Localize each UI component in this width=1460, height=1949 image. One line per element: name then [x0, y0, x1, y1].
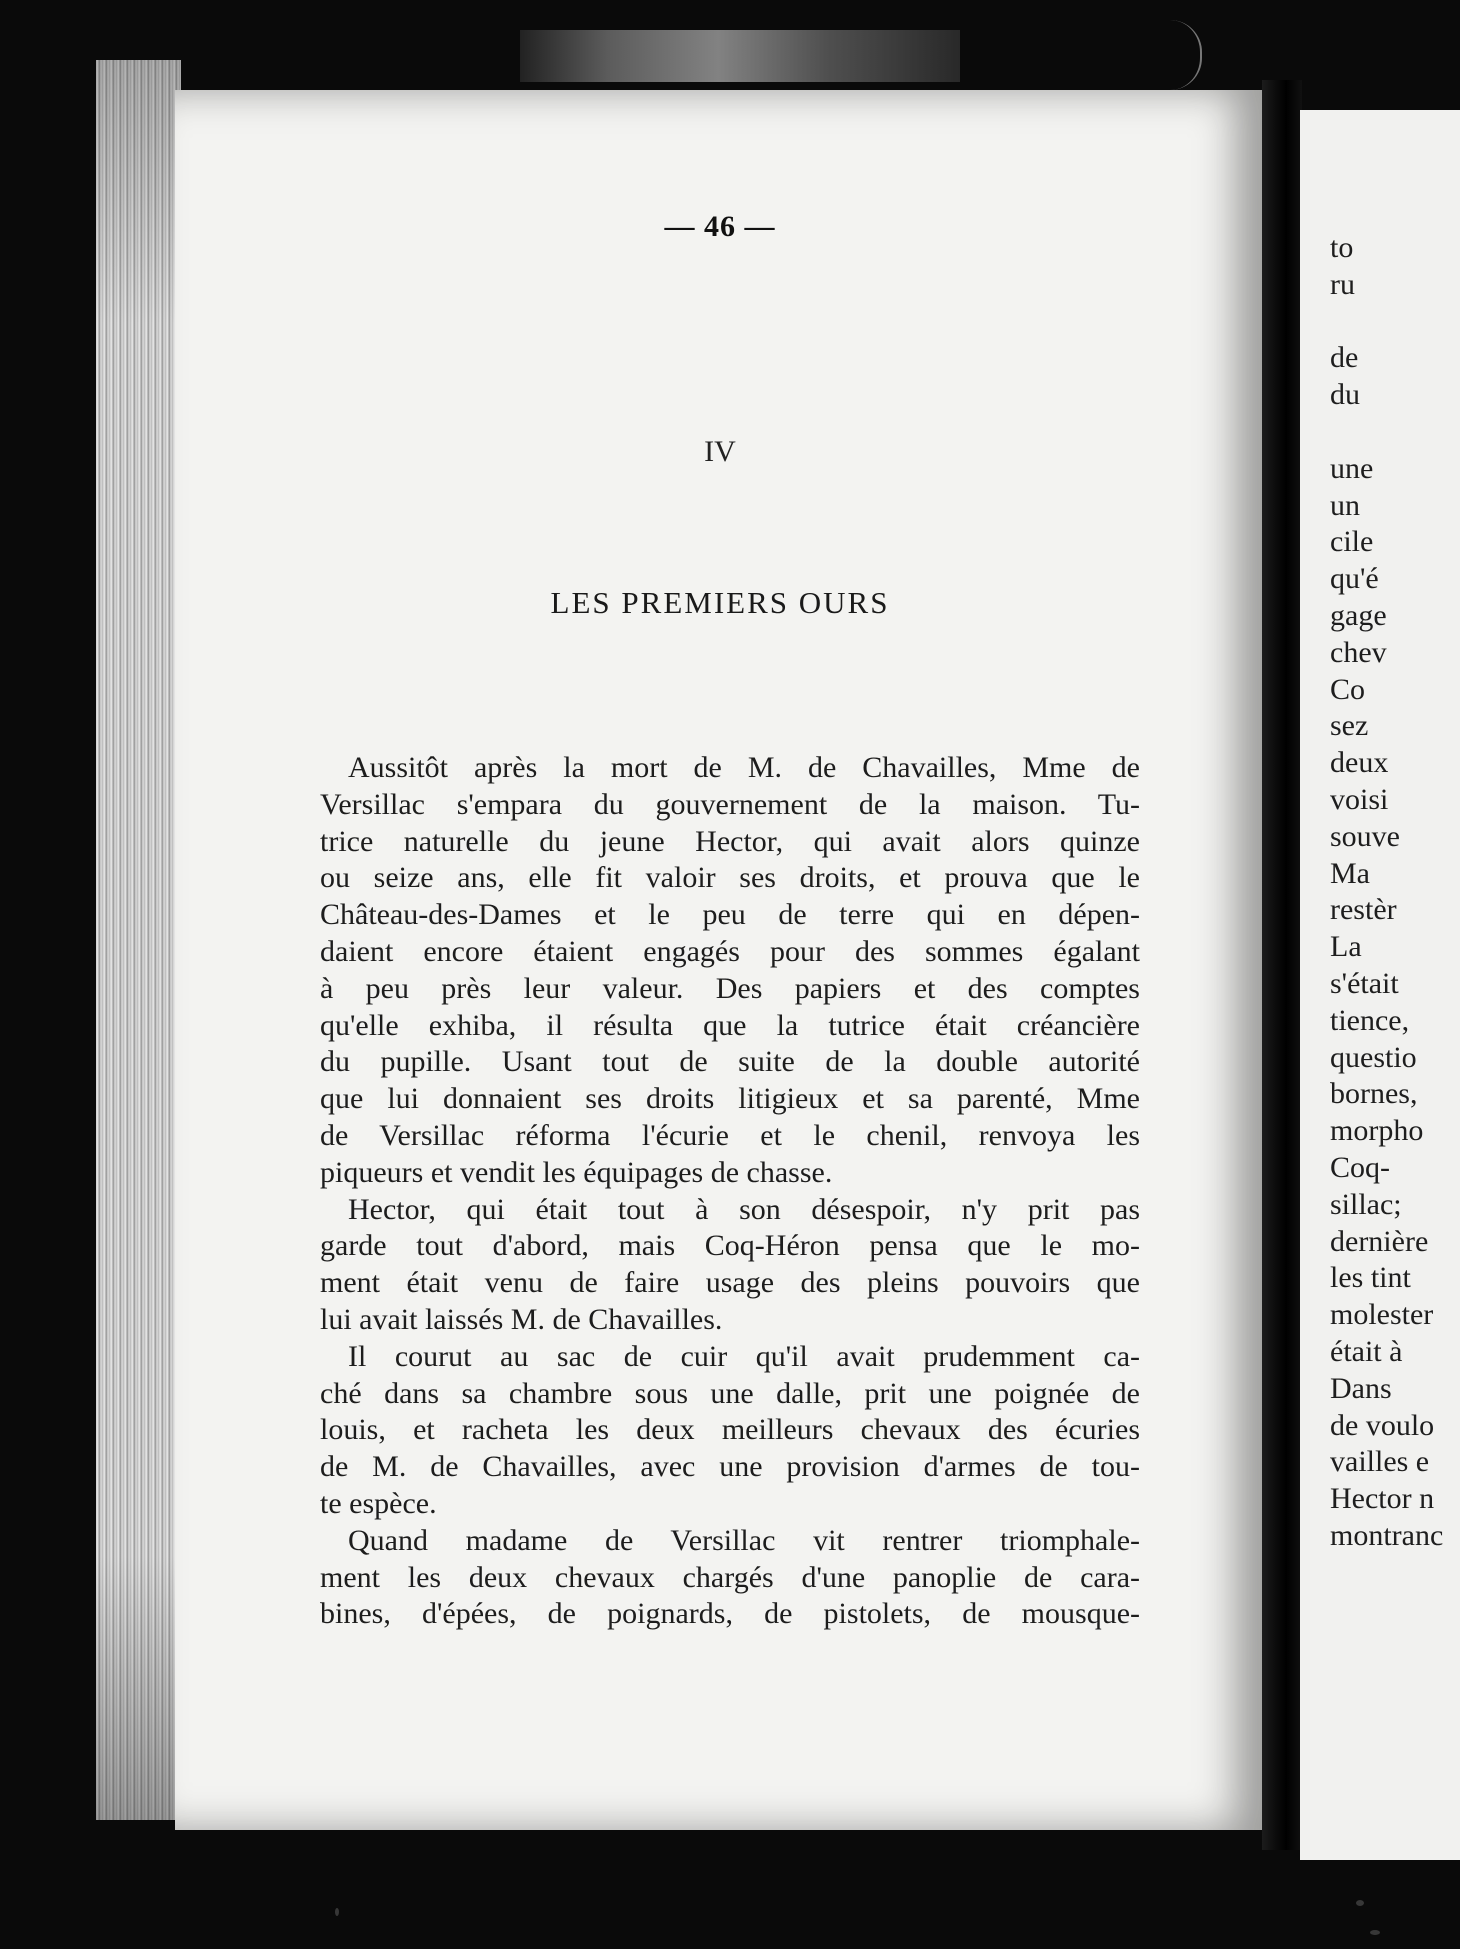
right-page-line: sez: [1330, 709, 1369, 743]
right-page-line: qu'é: [1330, 562, 1379, 596]
right-page-line: souve: [1330, 819, 1400, 853]
right-page-line: Co: [1330, 672, 1366, 706]
right-page-line: voisi: [1330, 782, 1389, 816]
text-line: Versillac s'empara du gouvernement de la maison. Tu-: [320, 787, 1140, 821]
text-line: garde tout d'abord, mais Coq-Héron pensa que le mo-: [320, 1229, 1140, 1263]
speck: [335, 1908, 339, 1916]
right-page-line: cile: [1330, 525, 1374, 559]
book-page-edges: [96, 60, 181, 1820]
chapter-number: IV: [704, 435, 736, 468]
book-gutter: [1262, 80, 1302, 1850]
right-page-line: deux: [1330, 746, 1389, 780]
text-line: qu'elle exhiba, il résulta que la tutrice était créancière: [320, 1008, 1140, 1042]
text-line: Château-des-Dames et le peu de terre qui en dépen-: [320, 898, 1140, 932]
right-page-line: gage: [1330, 598, 1387, 632]
text-line: louis, et racheta les deux meilleurs chevaux des écuries: [320, 1413, 1140, 1447]
right-page-line: La: [1330, 930, 1362, 964]
speck: [1356, 1900, 1364, 1906]
right-page-line: du: [1330, 378, 1360, 412]
right-page-line: ru: [1330, 267, 1355, 301]
text-line: à peu près leur valeur. Des papiers et des comptes: [320, 971, 1140, 1005]
right-page-line: était à: [1330, 1334, 1403, 1368]
text-line: ment les deux chevaux chargés d'une panoplie de cara-: [320, 1560, 1140, 1594]
right-page: [1300, 110, 1460, 1860]
right-page-line: vailles e: [1330, 1445, 1430, 1479]
right-page-line: s'était: [1330, 966, 1399, 1000]
right-page-line: Coq-: [1330, 1150, 1390, 1184]
scanner-clip: [1170, 20, 1202, 90]
right-page-line: un: [1330, 488, 1360, 522]
text-line: bines, d'épées, de poignards, de pistolets, de mousque-: [320, 1597, 1140, 1631]
right-page-text: [1330, 230, 1460, 1555]
text-line: de Versillac réforma l'écurie et le chenil, renvoya les: [320, 1118, 1140, 1152]
left-page: [175, 90, 1265, 1830]
text-line: ou seize ans, elle fit valoir ses droits, et prouva que le: [320, 861, 1140, 895]
right-page-line: to: [1330, 231, 1354, 264]
right-page-line: chev: [1330, 635, 1387, 669]
text-line: Hector, qui était tout à son désespoir, n'y prit pas: [348, 1192, 1140, 1226]
text-line: ment était venu de faire usage des pleins pouvoirs que: [320, 1266, 1140, 1300]
right-page-line: Dans: [1330, 1371, 1392, 1405]
right-page-line: montranc: [1330, 1518, 1444, 1552]
right-page-line: restèr: [1330, 893, 1397, 927]
right-page-line: de: [1330, 341, 1359, 375]
speck: [1370, 1930, 1380, 1935]
right-page-line: [1330, 304, 1460, 341]
text-line: Il courut au sac de cuir qu'il avait prudemment ca-: [348, 1339, 1140, 1373]
right-page-line: questio: [1330, 1040, 1417, 1074]
right-page-line: sillac;: [1330, 1187, 1402, 1221]
text-line: lui avait laissés M. de Chavailles.: [320, 1302, 723, 1336]
right-page-line: Ma: [1330, 856, 1370, 890]
text-line: piqueurs et vendit les équipages de chasse.: [320, 1155, 833, 1189]
chapter-title: LES PREMIERS OURS: [550, 585, 890, 620]
text-line: trice naturelle du jeune Hector, qui avait alors quinze: [320, 824, 1140, 858]
right-page-line: Hector n: [1330, 1482, 1435, 1516]
body-text: [320, 750, 1140, 1633]
text-line: te espèce.: [320, 1486, 437, 1520]
right-page-line: molester: [1330, 1298, 1434, 1332]
text-line: que lui donnaient ses droits litigieux et sa parenté, Mme: [320, 1082, 1140, 1116]
right-page-line: de voulo: [1330, 1408, 1435, 1442]
right-page-line: tience,: [1330, 1003, 1410, 1037]
page-number: — 46 —: [664, 210, 776, 243]
right-page-line: une: [1330, 451, 1374, 485]
text-line: daient encore étaient engagés pour des sommes égalant: [320, 934, 1140, 968]
right-page-line: les tint: [1330, 1261, 1411, 1295]
text-line: de M. de Chavailles, avec une provision d'armes de tou-: [320, 1450, 1140, 1484]
right-page-line: dernière: [1330, 1224, 1429, 1258]
text-line: Quand madame de Versillac vit rentrer triomphale-: [348, 1523, 1140, 1557]
right-page-line: bornes,: [1330, 1077, 1418, 1111]
right-page-line: [1330, 414, 1460, 451]
right-page-line: morpho: [1330, 1114, 1424, 1148]
scanner-strip: [520, 30, 960, 82]
text-line: du pupille. Usant tout de suite de la double autorité: [320, 1045, 1140, 1079]
text-line: Aussitôt après la mort de M. de Chavailles, Mme de: [348, 751, 1140, 784]
text-line: ché dans sa chambre sous une dalle, prit une poignée de: [320, 1376, 1140, 1410]
